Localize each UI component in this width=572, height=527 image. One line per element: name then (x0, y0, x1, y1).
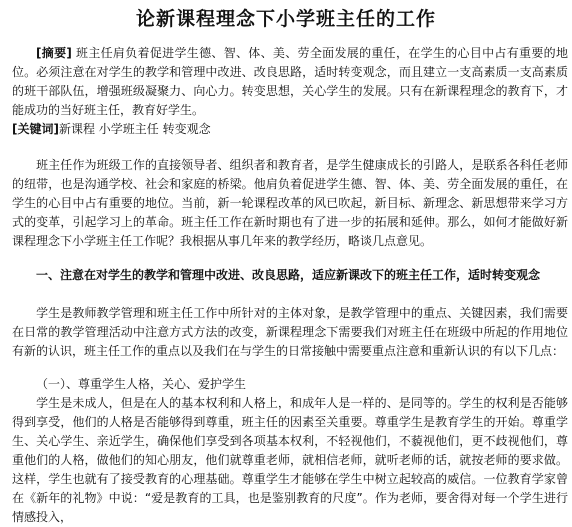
keywords-label: [关键词] (12, 122, 59, 136)
section-heading-1 (12, 266, 568, 285)
body-text-2: 学生是教师教学管理和班主任工作中所针对的主体对象，是教学管理中的重点、关键因素，我们需要在日常的教学管理活动中注意方式方法的改变，新课程理念下需要我们对班主任在班级中所起的作用地位有新的认识，班主任工作的重点以及我们在与学生的日常接触中需要重点注意和重新认识的有以下几点： (12, 306, 568, 358)
abstract-label: [摘要] (36, 46, 72, 60)
subsection-heading-1 (12, 375, 568, 394)
body-text-1: 班主任作为班级工作的直接领导者、组织者和教育者，是学生健康成长的引路人，是联系各科任老师的纽带，也是沟通学校、社会和家庭的桥梁。他肩负着促进学生德、智、体、美、劳全面发展的重任，在学生的心目中占有重要的地位。当前，新一轮课程改革的风已吹起，新目标、新理念、新思想带来学习方式的变革，引起学习上的革命。班主任工作在新时期也有了进一步的拓展和延伸。那么，如何才能做好新课程理念下小学班主任工作呢？我根据从事几年来的教学经历，略谈几点意见。 (12, 158, 568, 248)
abstract-paragraph (12, 44, 568, 120)
abstract-text: 班主任肩负着促进学生德、智、体、美、劳全面发展的重任，在学生的心目中占有重要的地位。必须注意在对学生的教学和管理中改进、改良思路，适时转变观念，而且建立一支高素质一支高素质的班干部队伍，增强班级凝聚力、向心力。转变思想，关心学生的发展。只有在新课程理念的教育下，才能成功的当好班主任，教育好学生。 (12, 46, 568, 117)
body-paragraph-1 (12, 156, 568, 251)
body-text-3: 学生是未成人，但是在人的基本权利和人格上，和成年人是一样的、是同等的。学生的权利是否能够得到享受，他们的人格是否能够得到尊重，班主任的因素至关重要。尊重学生是教育学生的开始。尊重学生、关心学生、亲近学生，确保他们享受到各项基本权利，不轻视他们，不藐视他们，更不歧视他们，尊重他们的人格，做他们的知心朋友，他们就尊重老师，就相信老师，就听老师的话，就按老师的要求做。这样，学生也就有了接受教育的心理基础。尊重学生才能够在学生中树立起较高的威信。一位教育学家曾在《新年的礼物》中说：“爱是教育的工具，也是鉴别教育的尺度”。作为老师，要舍得对每一个学生进行情感投入， (12, 396, 568, 524)
section-heading-1-text: 一、注意在对学生的教学和管理中改进、改良思路，适应新课改下的班主任工作，适时转变观念 (36, 268, 541, 282)
subsection-heading-1-text: （一）、尊重学生人格，关心、爱护学生 (36, 377, 247, 391)
keywords-text: 新课程 小学班主任 转变观念 (58, 122, 211, 136)
keywords-paragraph (12, 120, 568, 139)
body-paragraph-2 (12, 304, 568, 361)
document-title: 论新课程理念下小学班主任的工作 (135, 8, 436, 30)
body-paragraph-3 (12, 394, 568, 527)
